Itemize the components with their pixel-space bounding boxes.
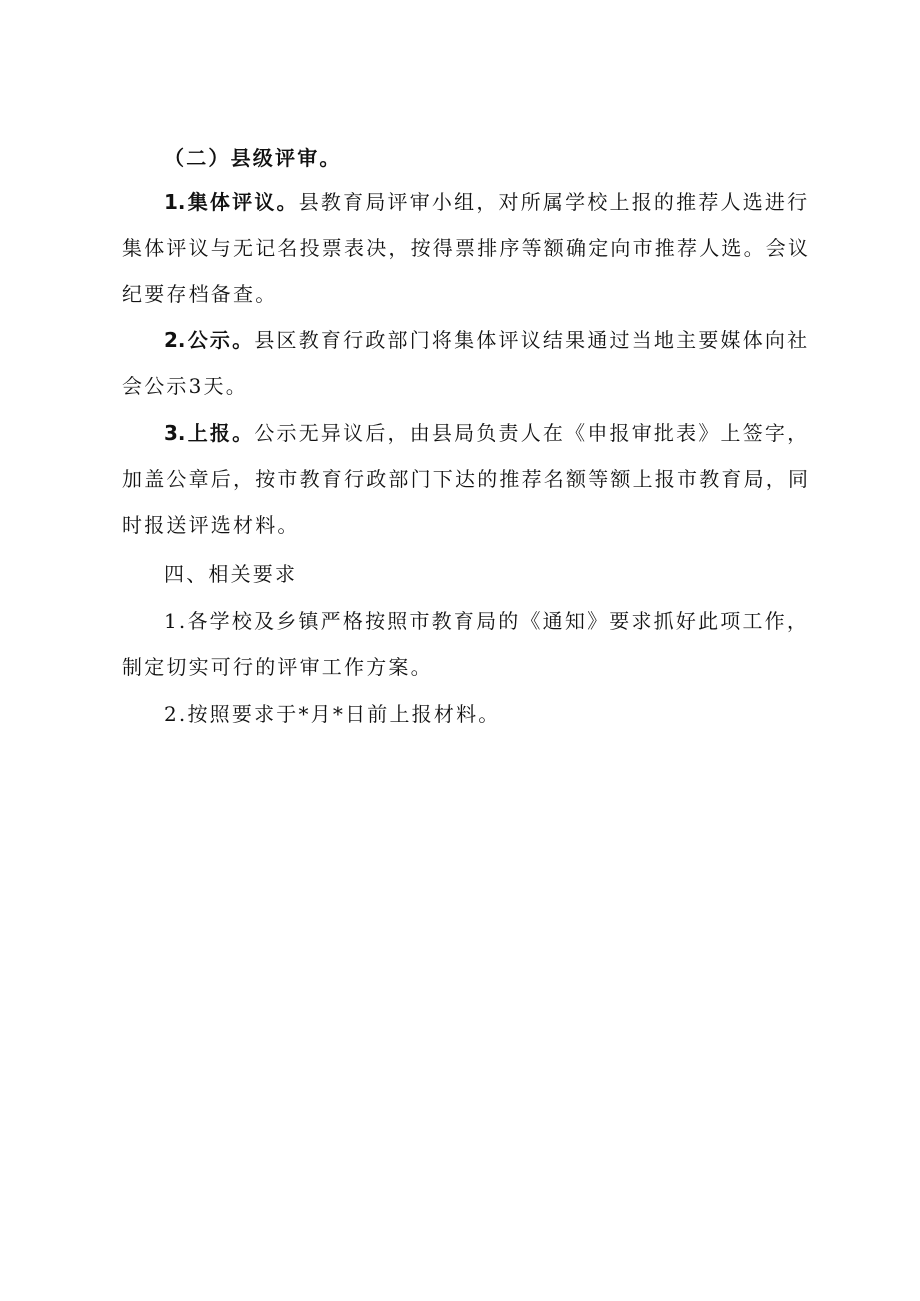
item3-line3: 时报送评选材料。 bbox=[122, 513, 300, 537]
item2-line2: 会公示3天。 bbox=[122, 374, 248, 398]
req1-line1: 1.各学校及乡镇严格按照市教育局的《通知》要求抓好此项工作， bbox=[164, 609, 810, 633]
item2-title: .公示。 bbox=[177, 328, 255, 352]
item2-number: 2 bbox=[164, 328, 178, 352]
item1-title: .集体评议。 bbox=[177, 190, 299, 214]
item2-text: 县区教育行政部门将集体评议结果通过当地主要媒体向社 bbox=[254, 328, 810, 352]
item1-line2: 集体评议与无记名投票表决，按得票排序等额确定向市推荐人选。会议 bbox=[122, 236, 811, 260]
req1-line2: 制定切实可行的评审工作方案。 bbox=[122, 655, 433, 679]
section-heading-county-review: （二）县级评审。 bbox=[164, 146, 342, 170]
item3-line1 bbox=[164, 421, 809, 445]
item3-title: .上报。 bbox=[177, 421, 255, 445]
item2-line1 bbox=[164, 328, 809, 352]
item1-number: 1 bbox=[164, 190, 178, 214]
item3-text: 公示无异议后，由县局负责人在《申报审批表》上签字， bbox=[254, 421, 810, 445]
req2-line1: 2.按照要求于*月*日前上报材料。 bbox=[164, 702, 501, 726]
item3-line2: 加盖公章后，按市教育行政部门下达的推荐名额等额上报市教育局，同 bbox=[122, 467, 811, 491]
item1-text: 县教育局评审小组，对所属学校上报的推荐人选进行 bbox=[298, 190, 810, 214]
section-heading-requirements: 四、相关要求 bbox=[164, 562, 298, 586]
item1-line1 bbox=[164, 190, 809, 214]
item3-number: 3 bbox=[164, 421, 178, 445]
item1-line3: 纪要存档备查。 bbox=[122, 282, 278, 306]
